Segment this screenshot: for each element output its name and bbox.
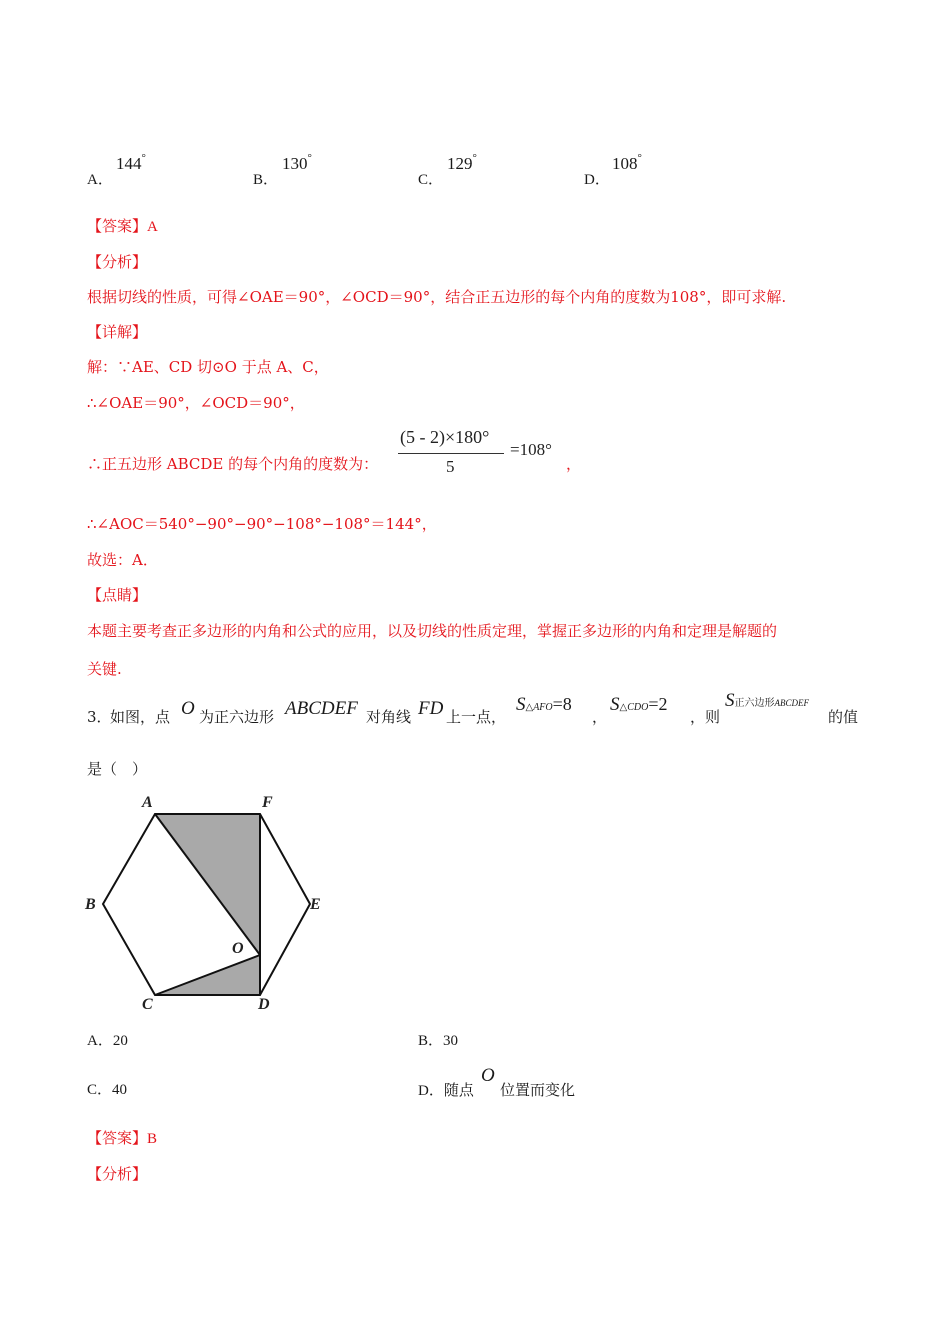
fraction-result: =108° [510,440,552,459]
vertex-label-o: O [232,940,244,957]
vertex-label-c: C [142,996,153,1013]
q3-area-cdo: S△CDO=2 [610,694,668,715]
q2-comment-tag: 【点睛】 [87,586,148,604]
q2-option-d-value: 108° [612,152,642,173]
q2-detail-tag: 【详解】 [87,323,148,341]
q2-solution-line-4: ∴∠AOC＝540°−90°−90°−108°−108°＝144°， [87,515,437,533]
fraction-denominator: 5 [446,457,455,476]
answer-value: B [147,1131,158,1147]
q2-comment-line-2: 关键. [87,660,122,678]
q3-comma-1: ， [592,708,608,726]
q3-option-b: B．30 [418,1033,459,1049]
q3-option-d: D．随点 [418,1081,474,1099]
q2-line3-suffix: ， [566,455,582,473]
hexagon-figure [80,785,330,1015]
q3-answer-line [87,1128,157,1149]
answer-tag: 【答案】 [87,217,148,235]
q3-analysis-tag: 【分析】 [87,1165,148,1183]
q3-number: 3． [87,708,112,726]
q2-comment-line-1: 本题主要考查正多边形的内角和公式的应用，以及切线的性质定理，掌握正多边形的内角和定理是解题的 [87,622,778,640]
q2-option-c-value: 129° [447,152,477,173]
q3-stem-line-2: 是（ ） [87,760,148,778]
q3-option-c: C．40 [87,1082,128,1098]
q2-solution-line-2: ∴∠OAE＝90°，∠OCD＝90°， [87,394,305,412]
vertex-label-a: A [142,794,153,811]
q2-analysis-tag: 【分析】 [87,253,148,271]
fraction-bar [398,453,504,454]
q3-option-a: A．20 [87,1033,128,1049]
q3-text-6: 的值 [828,708,859,726]
q3-option-d-tail: 位置而变化 [500,1081,576,1099]
q2-option-c: C． [418,172,444,188]
vertex-label-d: D [258,996,270,1013]
q2-answer-line [87,216,158,237]
q3-hexagon-name: ABCDEF [285,698,358,719]
q3-text-5: ，则 [690,708,721,726]
q3-area-afo: S△AFO=8 [516,694,572,715]
vertex-label-e: E [310,896,321,913]
q3-area-hexagon: S正六边形ABCDEF [725,690,809,711]
q2-solution-line-3: ∴正五边形 ABCDE 的每个内角的度数为： [87,455,379,473]
q3-diagonal-name: FD [418,698,444,719]
q2-option-b: B． [253,172,279,188]
q3-point-o: O [181,698,195,719]
vertex-label-b: B [85,896,96,913]
fraction-numerator: (5 - 2)×180° [400,427,490,447]
answer-value: A [147,219,158,235]
q3-option-d-point: O [481,1065,495,1086]
q2-analysis-text: 根据切线的性质，可得∠OAE＝90°，∠OCD＝90°，结合正五边形的每个内角的度数为108°，即可求解. [87,288,787,306]
q2-option-b-value: 130° [282,152,312,173]
q3-text-3: 对角线 [366,708,412,726]
q2-solution-line-1: 解：∵AE、CD 切⊙O 于点 A、C， [87,358,329,376]
q2-option-a: A． [87,172,113,188]
q2-solution-line-5: 故选：A． [87,551,158,569]
vertex-label-f: F [262,794,273,811]
q3-text-1: 如图，点 [110,708,171,726]
answer-tag: 【答案】 [87,1129,148,1147]
q2-option-a-value: 144° [116,152,146,173]
q2-option-d: D． [584,172,610,188]
q3-text-2: 为正六边形 [199,708,275,726]
q3-text-4: 上一点， [446,708,507,726]
